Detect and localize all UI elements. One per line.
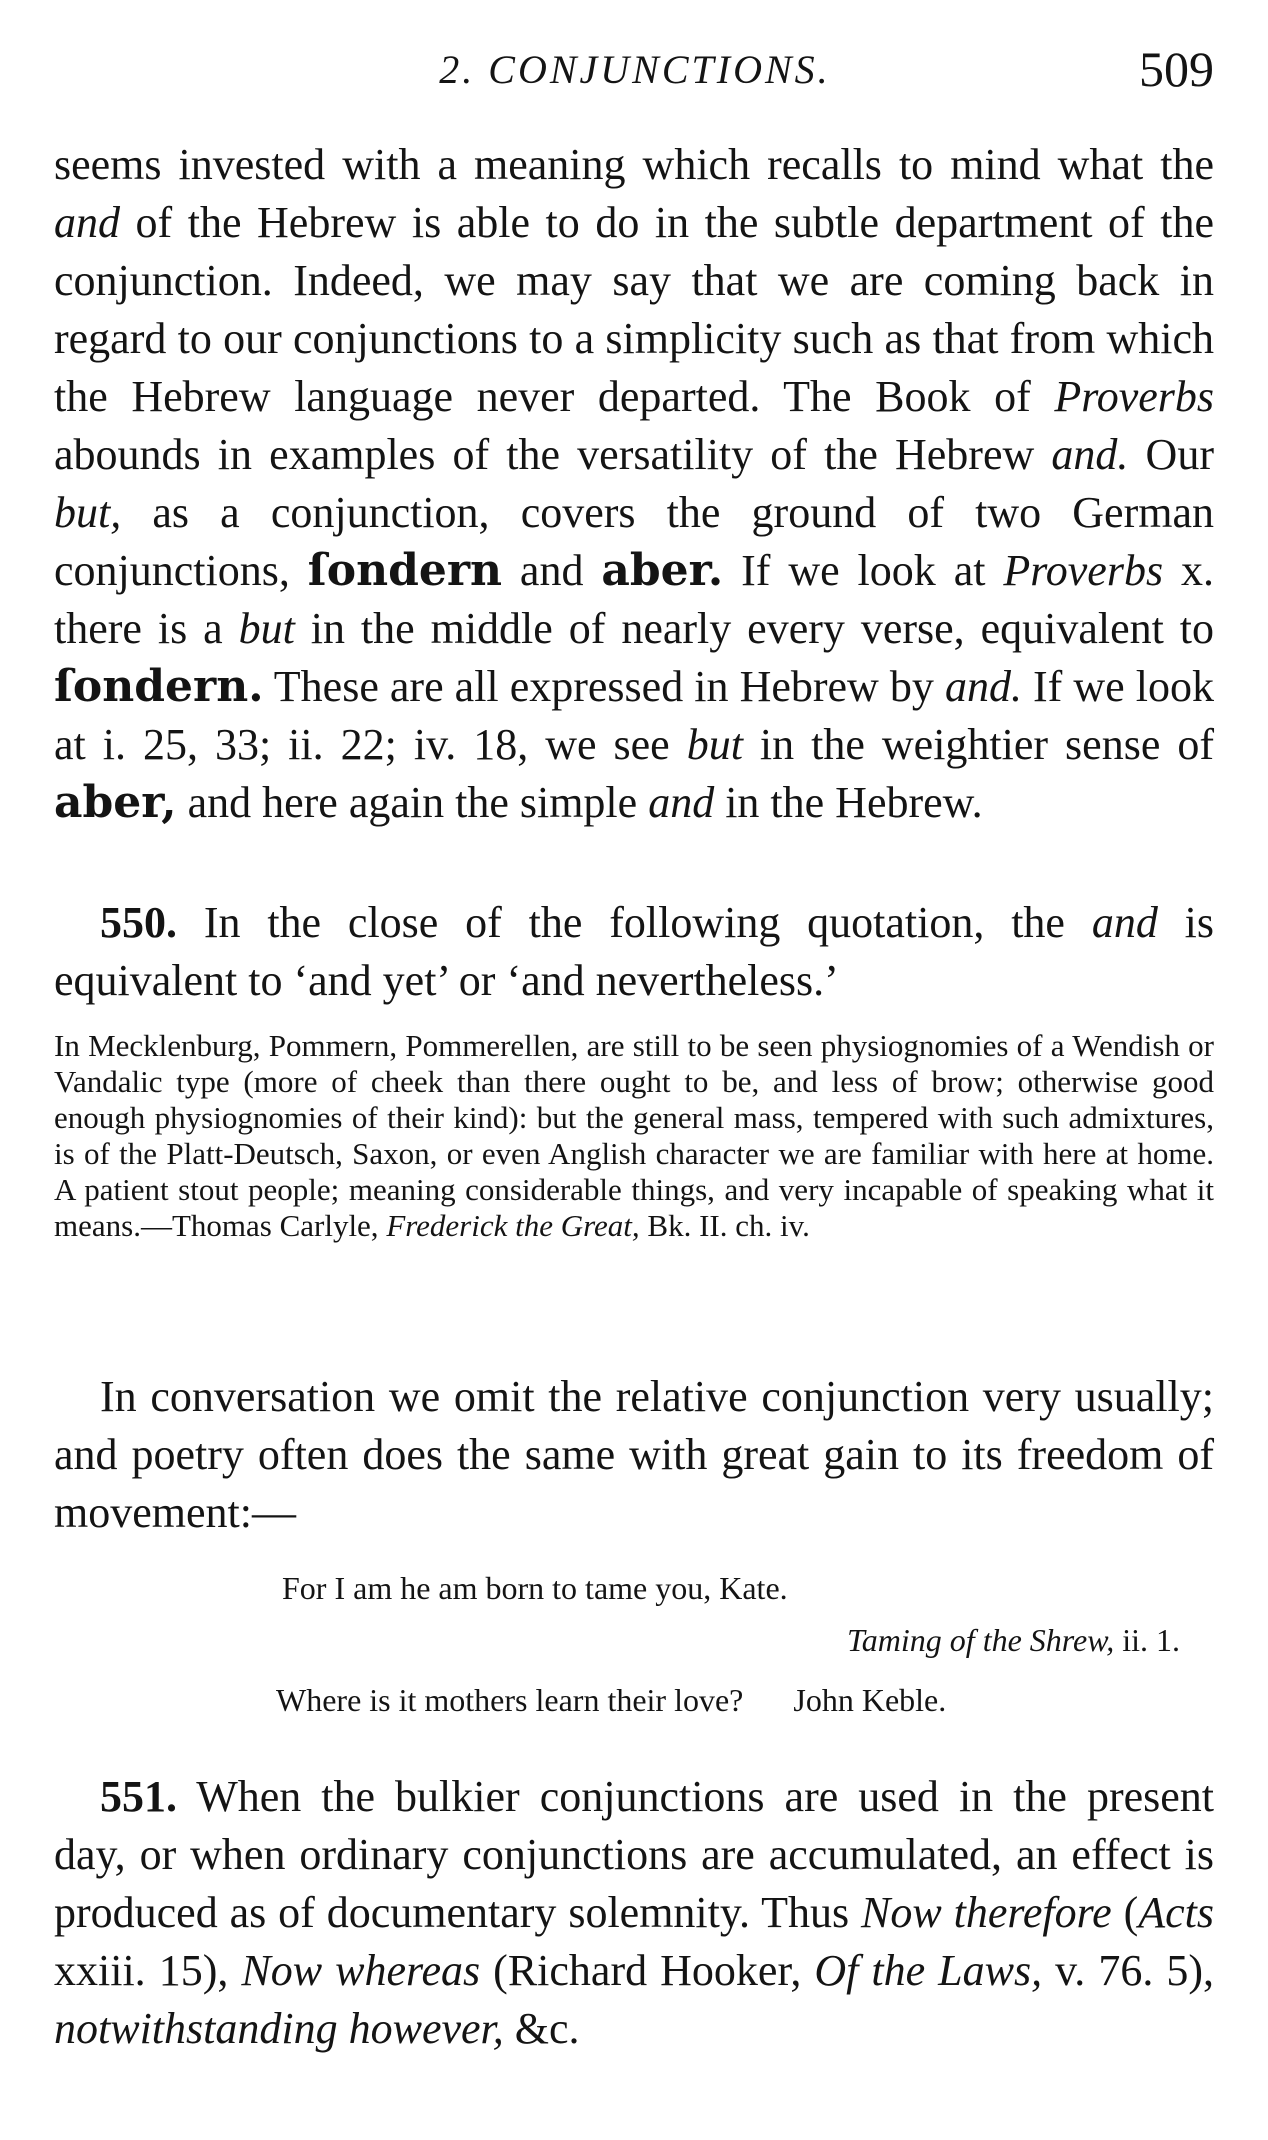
running-title: 2. CONJUNCTIONS. (439, 47, 831, 92)
italic-run: and. (944, 662, 1022, 711)
verse-quote-shakespeare: For I am he am born to tame you, Kate. (282, 1570, 788, 1606)
text-run: (Richard Hooker, (480, 1946, 815, 1995)
italic-run: Proverbs (1054, 372, 1214, 421)
text-run: These are all expressed in Hebrew by (263, 662, 945, 711)
section-number-550: 550. (100, 898, 177, 947)
blackletter-run: aber. (601, 545, 724, 596)
verse-source-shakespeare (847, 1620, 1180, 1660)
text-run: in the Hebrew. (714, 778, 983, 827)
text-run: Our (1128, 430, 1214, 479)
italic-run: notwithstanding however, (54, 2004, 504, 2053)
page-header (56, 40, 1214, 100)
italic-run: but (686, 720, 743, 769)
blackletter-run: ſondern (307, 545, 502, 596)
text-run: &c. (503, 2004, 580, 2053)
blackletter-run: aber, (54, 777, 177, 828)
text-run: In the close of the following quotation, the (177, 898, 1092, 947)
verse-source-ref: ii. 1. (1114, 1622, 1180, 1658)
italic-run: Acts (1138, 1888, 1214, 1937)
section-550-text (54, 898, 1214, 1005)
italic-run: Now whereas (241, 1946, 481, 1995)
italic-run: Of the Laws, (814, 1946, 1043, 1995)
italic-run: Frederick the Great, (386, 1208, 640, 1243)
italic-run: but, (54, 488, 122, 537)
text-run: seems invested with a meaning which recalls to mind what the (54, 140, 1214, 189)
text-run: as a conjunction, covers the ground of two German conjunctions, (54, 488, 1214, 595)
section-550 (54, 894, 1214, 1010)
text-run: If we look at i. 25, 33; ii. 22; iv. 18, we see (54, 662, 1214, 769)
italic-run: and (648, 778, 715, 827)
italic-run: but (238, 604, 295, 653)
text-run: abounds in examples of the versatility of the Hebrew (54, 430, 1052, 479)
text-run: ( (1111, 1888, 1139, 1937)
text-run: If we look at (723, 546, 1004, 595)
section-number-551: 551. (100, 1772, 177, 1821)
verse-source-title: Taming of the Shrew, (846, 1622, 1115, 1658)
text-run: and (502, 546, 602, 595)
text-run: and here again the simple (176, 778, 649, 827)
block-quote-carlyle (54, 1028, 1214, 1244)
paragraph-conversation (54, 1368, 1214, 1542)
text-run: When the bulkier conjunctions are used in the present day, or when ordinary conjunctions are accumulated, an effect is produced as of documentary solemnity. Thus (54, 1772, 1214, 1937)
verse-line-keble: Where is it mothers learn their love? (276, 1682, 744, 1718)
blackletter-run: ſondern. (54, 661, 264, 712)
verse-author-keble: John Keble. (793, 1682, 947, 1718)
paragraph-hebrew-and (54, 136, 1214, 832)
section-551 (54, 1768, 1214, 2058)
text-run: v. 76. 5), (1042, 1946, 1215, 1995)
text-run: In conversation we omit the relative conjunction very usually; and poetry often does the same with great gain to its freedom of movement:— (54, 1372, 1214, 1537)
text-run: is equivalent to ‘and yet’ or ‘and nevertheless.’ (54, 898, 1214, 1005)
italic-run: Now therefore (861, 1888, 1112, 1937)
italic-run: Proverbs (1003, 546, 1164, 595)
text-run: In Mecklenburg, Pommern, Pommerellen, are still to be seen physiognomies of a Wendish or Vandalic type (more of cheek than there ought to be, and less of brow; otherwise good enough physiognomies of their kind): but the general mass, tempered with such admixtures, is of the Platt-Deutsch, Saxon, or even Anglish character we are familiar with here at home. A patient stout people; meaning considerable things, and very incapable of speaking what it means.—Thomas Carlyle, (54, 1028, 1214, 1243)
italic-run: and (1091, 898, 1158, 947)
section-551-text (54, 1772, 1214, 2053)
text-run: in the middle of nearly every verse, equivalent to (294, 604, 1214, 653)
text-run: of the Hebrew is able to do in the subtle department of the conjunction. Indeed, we may say that we are coming back in regard to our conjunctions to a simplicity such as that from which the Hebrew language never departed. The Book of (54, 198, 1214, 421)
text-run: x. there is a (54, 546, 1215, 653)
page-number: 509 (1139, 41, 1214, 97)
verse-quote-keble (276, 1680, 946, 1720)
italic-run: and. (1051, 430, 1129, 479)
italic-run: and (54, 198, 120, 247)
text-run: Bk. II. ch. iv. (639, 1208, 810, 1243)
text-run: in the weightier sense of (742, 720, 1214, 769)
text-run: xxiii. 15), (54, 1946, 242, 1995)
